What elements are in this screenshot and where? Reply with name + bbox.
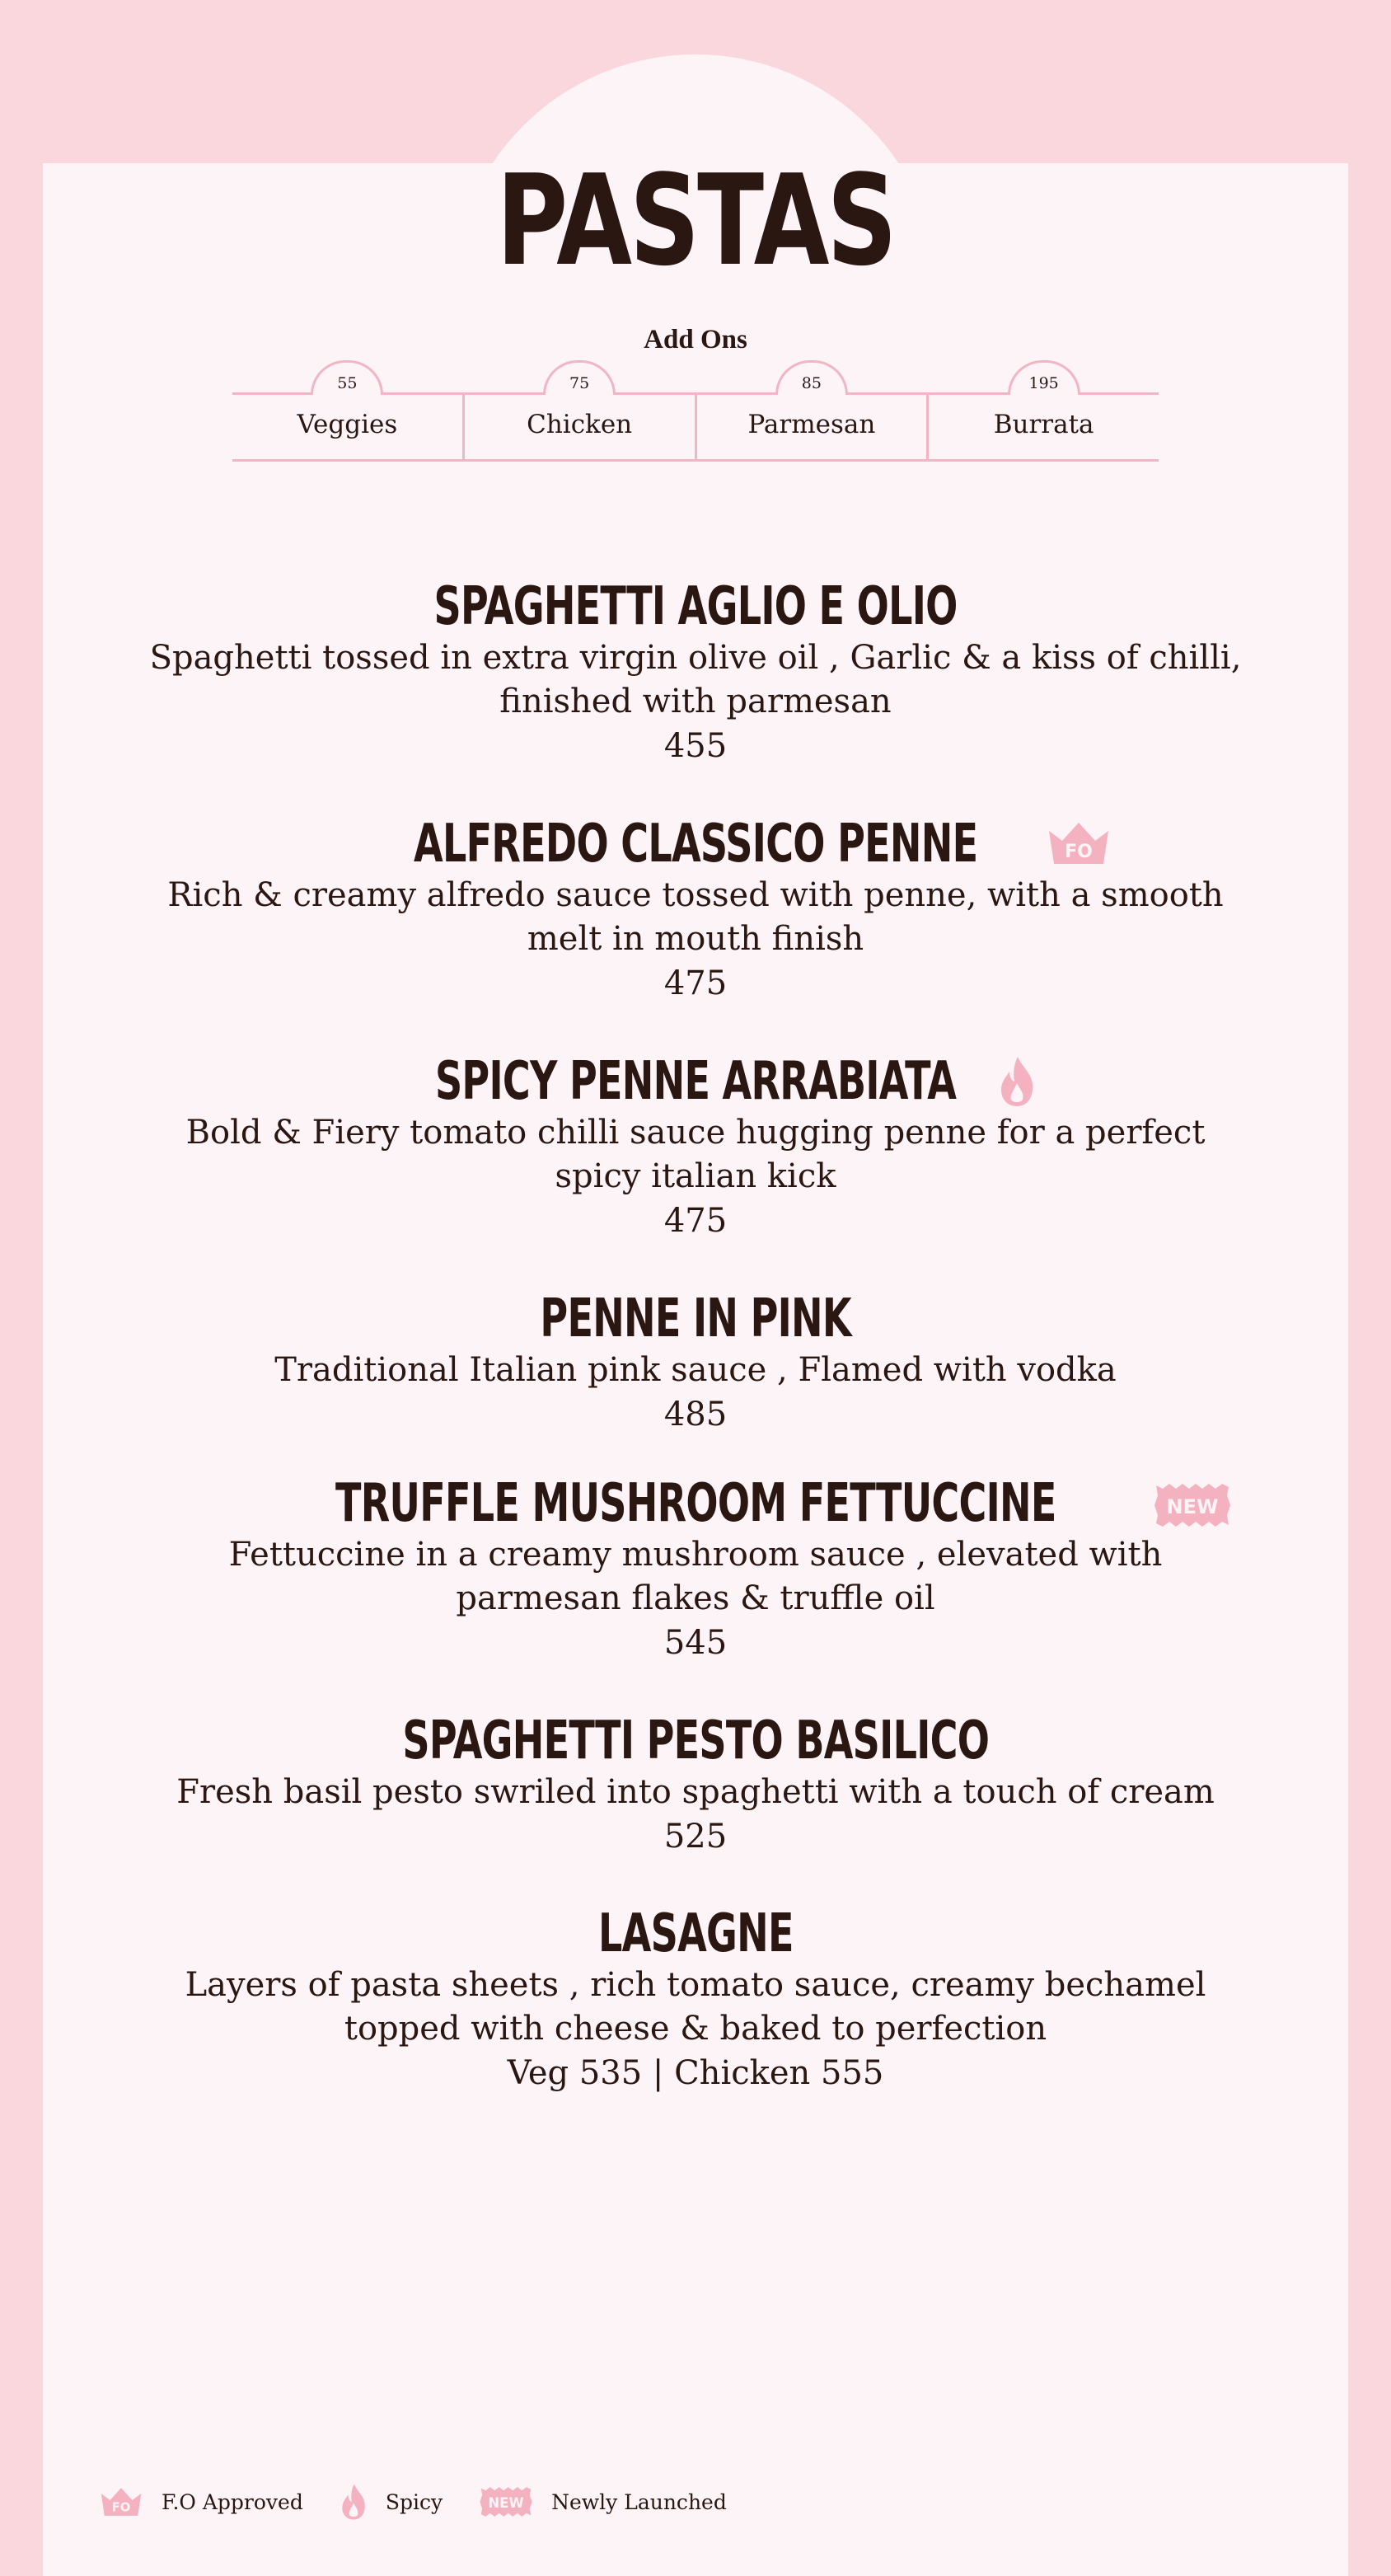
legend [99, 2483, 763, 2521]
menu-item-penne-pink [132, 1288, 1259, 1437]
item-description: Rich & creamy alfredo sauce tossed with penne, with a smooth melt in mouth finish [167, 876, 1224, 958]
menu-item-lasagne [132, 1903, 1259, 2095]
addons-table [232, 374, 1159, 462]
flame-icon [340, 2483, 368, 2521]
addon-veggies [232, 374, 465, 459]
menu-item-aglio-olio [132, 575, 1259, 768]
item-price: 525 [663, 1818, 728, 1856]
item-name: SPICY PENNE ARRABIATA [434, 1051, 957, 1112]
addon-name: Veggies [297, 410, 398, 439]
item-description: Traditional Italian pink sauce , Flamed with vodka [274, 1351, 1117, 1389]
menu-item-alfredo [132, 813, 1259, 1006]
item-description: Fettuccine in a creamy mushroom sauce , elevated with parmesan flakes & truffle oil [228, 1536, 1163, 1617]
item-price: 475 [663, 964, 728, 1002]
item-name: PENNE IN PINK [540, 1288, 851, 1349]
addon-name: Burrata [993, 410, 1094, 439]
legend-label: F.O Approved [162, 2489, 303, 2514]
menu-item-truffle-fettuccine [132, 1472, 1259, 1665]
item-description: Spaghetti tossed in extra virgin olive oil , Garlic & a kiss of chilli, finished with parmesan [149, 639, 1242, 720]
item-name: ALFREDO CLASSICO PENNE [413, 814, 978, 875]
item-price: Veg 535 | Chicken 555 [507, 2054, 884, 2092]
addon-price: 85 [775, 360, 848, 395]
item-price: 485 [663, 1396, 728, 1433]
item-name: SPAGHETTI PESTO BASILICO [402, 1710, 989, 1771]
addon-name: Parmesan [747, 410, 876, 439]
addon-burrata [929, 374, 1159, 459]
fo-crown-icon [1046, 821, 1112, 866]
legend-item-spicy [340, 2483, 443, 2521]
item-description: Fresh basil pesto swriled into spaghetti with a touch of cream [176, 1773, 1215, 1811]
addon-parmesan [697, 374, 930, 459]
fo-badge-text: FO [111, 2499, 131, 2515]
item-price: 545 [663, 1624, 728, 1662]
item-description: Bold & Fiery tomato chilli sauce hugging penne for a perfect spicy italian kick [185, 1114, 1206, 1195]
item-price: 455 [663, 727, 728, 765]
legend-item-fo [99, 2486, 303, 2517]
item-price: 475 [663, 1202, 728, 1240]
addon-name: Chicken [527, 410, 633, 439]
legend-label: Spicy [385, 2489, 443, 2514]
addon-price: 195 [1008, 360, 1080, 395]
fo-crown-icon [99, 2486, 143, 2517]
new-badge-icon [1153, 1482, 1232, 1528]
menu-item-pesto-basilico [132, 1710, 1259, 1859]
new-badge-icon [479, 2485, 533, 2518]
item-name: LASAGNE [597, 1903, 794, 1964]
legend-label: Newly Launched [551, 2489, 727, 2514]
addons-heading: Add Ons [644, 325, 747, 354]
page-title: PASTAS [496, 148, 895, 293]
item-name: TRUFFLE MUSHROOM FETTUCCINE [335, 1473, 1056, 1534]
addon-price: 55 [311, 360, 383, 395]
item-description: Layers of pasta sheets , rich tomato sauce, creamy bechamel topped with cheese & baked to perfection [185, 1966, 1206, 2048]
fo-badge-text: FO [1065, 842, 1094, 862]
addon-chicken [465, 374, 697, 459]
legend-item-new [479, 2485, 727, 2518]
new-badge-text: NEW [1166, 1495, 1219, 1518]
menu-item-arrabiata [132, 1050, 1259, 1243]
flame-icon [998, 1055, 1036, 1108]
item-name: SPAGHETTI AGLIO E OLIO [433, 576, 958, 637]
addon-price: 75 [543, 360, 616, 395]
new-badge-text: NEW [488, 2494, 524, 2511]
